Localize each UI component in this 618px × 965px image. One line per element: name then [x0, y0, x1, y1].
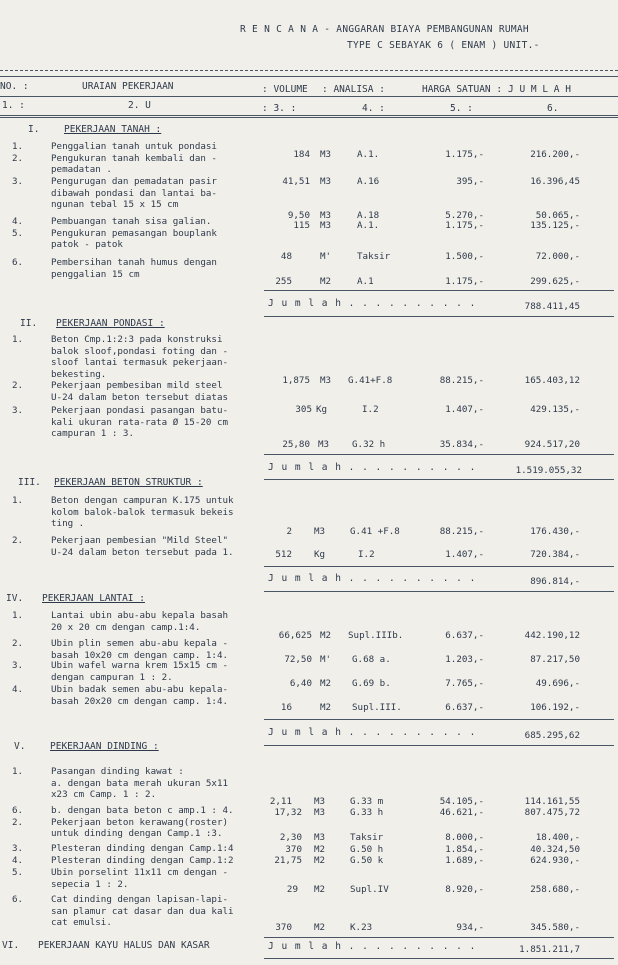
item-amount: 216.200,- [530, 149, 580, 160]
item-unit-price: 88.215,- [439, 375, 484, 386]
item-volume: 512 [275, 549, 292, 560]
item-amount: 165.403,12 [524, 375, 580, 386]
item-analysis: G.68 a. [352, 654, 391, 665]
col-jumlah-label: J U M L A H [508, 84, 571, 95]
item-amount: 18.400,- 40.324,50 624.930,- [530, 832, 580, 866]
item-unit: M3 [320, 149, 332, 160]
item-unit-price: 7.765,- [445, 678, 484, 689]
item-number: 1. 2. [12, 141, 24, 164]
item-unit-price: 5.270,- 1.175,- [445, 210, 484, 231]
subtotal-rule-bottom [264, 316, 614, 317]
col-num-2: 2. U [128, 100, 151, 111]
item-unit-price: 1.407,- [445, 404, 484, 415]
item-unit-price: 1.500,- [445, 251, 484, 262]
item-amount: 442.190,12 [524, 630, 580, 641]
item-description: Pekerjaan pembesian "Mild Steel" U-24 dalam beton tersebut pada 1. [51, 535, 234, 558]
item-number: 6. [12, 894, 24, 905]
item-description: Pasangan dinding kawat : a. dengan bata merah ukuran 5x11 x23 cm Camp. 1 : 2. [51, 766, 229, 801]
item-unit: Kg [314, 549, 326, 560]
item-unit-price: 8.920,- [445, 884, 484, 895]
item-description: Pembersihan tanah humus dengan penggalian 15 cm [51, 257, 217, 280]
item-amount: 176.430,- [530, 526, 580, 537]
item-analysis: K.23 [350, 922, 373, 933]
item-analysis: G.32 h [352, 439, 386, 450]
section-title: PEKERJAAN KAYU HALUS DAN KASAR [38, 940, 210, 951]
col-num-5: 5. : [450, 103, 473, 114]
item-unit: M' [320, 654, 332, 665]
subtotal-rule [264, 937, 614, 938]
item-description: Beton dengan campuran K.175 untuk kolom balok-balok termasuk bekeis ting . [51, 495, 234, 530]
item-number: 1. [12, 766, 24, 777]
section-title: PEKERJAAN BETON STRUKTUR : [54, 477, 203, 488]
item-analysis: G.41 +F.8 [350, 526, 400, 537]
item-analysis: Supl.IIIb. [348, 630, 404, 641]
item-description: Ubin plin semen abu-abu kepala - basah 10x20 cm dengan camp. 1:4. [51, 638, 229, 661]
section-heading [20, 318, 165, 329]
item-number: 5. [12, 867, 24, 878]
item-number: 1. [12, 495, 24, 506]
item-analysis: A.18 A.1. [357, 210, 380, 231]
item-analysis: Taksir G.50 h G.50 k [350, 832, 384, 866]
section-heading [6, 593, 145, 604]
item-number: 3. [12, 660, 24, 671]
subtotal-rule-bottom [264, 745, 614, 746]
item-unit: M3 [320, 375, 332, 386]
item-description: Penggalian tanah untuk pondasi Pengukuran tanah kembali dan - pemadatan . [51, 141, 217, 176]
item-unit-price: 1.407,- [445, 549, 484, 560]
item-unit-price: 934,- [456, 922, 484, 933]
item-amount: 114.161,55 [524, 796, 580, 807]
subtotal-amount: 1.851.211,7 [519, 944, 580, 955]
item-description: Beton Cmp.1:2:3 pada konstruksi balok sloof,pondasi foting dan - sloof lantai termasuk pekerjaan- bekesting. [51, 334, 229, 380]
item-amount: 258.680,- [530, 884, 580, 895]
section-title: PEKERJAAN PONDASI : [56, 318, 165, 329]
item-volume: 2 [286, 526, 292, 537]
item-amount: 72.000,- [535, 251, 580, 262]
item-volume: 72,50 [284, 654, 312, 665]
item-unit-price: 88.215,- [439, 526, 484, 537]
item-volume: 6,40 [289, 678, 312, 689]
item-unit-price: 1.203,- [445, 654, 484, 665]
next-section-heading [2, 940, 210, 951]
section-number: II. [20, 318, 38, 329]
subtotal-rule [264, 454, 614, 455]
item-unit: M2 [320, 702, 332, 713]
item-analysis: G.33 m [350, 796, 384, 807]
item-description: Ubin wafel warna krem 15x15 cm - dengan campuran 1 : 2. [51, 660, 229, 683]
item-unit: M3 [318, 439, 330, 450]
item-number: 2. [12, 638, 24, 649]
item-unit: M3 [320, 176, 332, 187]
col-num-1: 1. : [2, 100, 25, 111]
item-amount: 429.135,- [530, 404, 580, 415]
doc-title-line-2: TYPE C SEBAYAK 6 ( ENAM ) UNIT.- [347, 40, 540, 51]
section-number: III. [18, 477, 41, 488]
item-unit: Kg [316, 404, 328, 415]
item-unit-price: 395,- [456, 176, 484, 187]
subtotal-label: J u m l a h . . . . . . . . . . [268, 573, 477, 584]
item-unit: M2 [314, 922, 326, 933]
item-analysis: A.16 [357, 176, 380, 187]
item-amount: 87.217,50 [530, 654, 580, 665]
item-unit-price: 46.621,- [439, 807, 484, 818]
item-number: 3. 4. [12, 843, 24, 866]
item-volume: 25,80 [282, 439, 310, 450]
item-description: Ubin porselint 11x11 cm dengan - sepecia 1 : 2. [51, 867, 229, 890]
item-volume: 41,51 [282, 176, 310, 187]
col-num-4: 4. : [362, 103, 385, 114]
item-amount: 924.517,20 [524, 439, 580, 450]
item-volume: 305 [295, 404, 312, 415]
section-heading [14, 741, 159, 752]
item-unit-price: 1.175,- [445, 149, 484, 160]
item-description: Lantai ubin abu-abu kepala basah 20 x 20 cm dengan camp.1:4. [51, 610, 229, 633]
item-amount: 16.396,45 [530, 176, 580, 187]
subtotal-rule-bottom [264, 958, 614, 959]
item-volume: 184 [293, 149, 310, 160]
section-title: PEKERJAAN TANAH : [64, 124, 162, 135]
item-description: Pekerjaan pembesiban mild steel U-24 dalam beton tersebut diatas [51, 380, 229, 403]
col-num-3: : 3. : [262, 103, 297, 114]
item-unit: M3 M2 M2 [314, 832, 326, 866]
item-amount: 720.384,- [530, 549, 580, 560]
item-volume: 370 [275, 922, 292, 933]
subtotal-rule [264, 566, 614, 567]
subtotal-amount: 685.295,62 [524, 730, 580, 741]
item-unit: M2 [314, 884, 326, 895]
section-number: I. [28, 124, 40, 135]
item-unit: M2 [320, 630, 332, 641]
item-number: 4. 5. [12, 216, 24, 239]
item-analysis: G.33 h [350, 807, 384, 818]
item-description: Pembuangan tanah sisa galian. Pengukuran pemasangan bouplank patok - patok [51, 216, 217, 251]
item-unit: M2 [320, 678, 332, 689]
header-top-rule [0, 70, 618, 71]
doc-title-line-1: R E N C A N A - ANGGARAN BIAYA PEMBANGUNAN RUMAH [240, 24, 529, 35]
section-number: V. [14, 741, 26, 752]
item-analysis: G.69 b. [352, 678, 391, 689]
item-amount: 106.192,- [530, 702, 580, 713]
subtotal-label: J u m l a h . . . . . . . . . . [268, 941, 477, 952]
item-amount: 299.625,- [530, 276, 580, 287]
item-unit-price: 35.834,- [439, 439, 484, 450]
item-unit-price: 8.000,- 1.854,- 1.689,- [445, 832, 484, 866]
item-volume: 16 [280, 702, 292, 713]
item-unit-price: 6.637,- [445, 702, 484, 713]
item-analysis: I.2 [358, 549, 375, 560]
item-description: b. dengan bata beton c amp.1 : 4. Pekerjaan beton kerawang(roster) untuk dinding dengan Camp.1 :3. [51, 805, 234, 840]
item-analysis: A.1. [357, 149, 380, 160]
item-analysis: G.41+F.8 [348, 375, 393, 386]
subtotal-label: J u m l a h . . . . . . . . . . [268, 462, 477, 473]
col-uraian-label: URAIAN PEKERJAAN [82, 81, 174, 92]
item-volume: 2,11 [269, 796, 292, 807]
item-description: Pekerjaan pondasi pasangan batu- kali ukuran rata-rata Ø 15-20 cm campuran 1 : 3. [51, 405, 229, 440]
section-heading [18, 477, 203, 488]
item-description: Plesteran dinding dengan Camp.1:4 Plesteran dinding dengan Camp.1:2 [51, 843, 234, 866]
item-number: 2. [12, 535, 24, 546]
item-unit: M2 [320, 276, 332, 287]
item-number: 4. [12, 684, 24, 695]
subtotal-label: J u m l a h . . . . . . . . . . [268, 298, 477, 309]
item-unit: M' [320, 251, 332, 262]
item-amount: 807.475,72 [524, 807, 580, 818]
section-number: IV. [6, 593, 24, 604]
subtotal-rule [264, 290, 614, 291]
subtotal-rule [264, 719, 614, 720]
item-unit-price: 6.637,- [445, 630, 484, 641]
item-unit: M3 [314, 796, 326, 807]
item-amount: 50.065,- 135.125,- [530, 210, 580, 231]
subtotal-rule-bottom [264, 591, 614, 592]
item-number: 1. [12, 334, 24, 345]
section-number: VI. [2, 940, 20, 951]
item-number: 2. [12, 380, 24, 391]
item-volume: 29 [286, 884, 298, 895]
section-title: PEKERJAAN DINDING : [50, 741, 159, 752]
item-analysis: A.1 [357, 276, 374, 287]
item-unit-price: 1.175,- [445, 276, 484, 287]
header-bottom-rule [0, 115, 618, 118]
item-volume: 17,32 [274, 807, 302, 818]
item-volume: 1,875 [282, 375, 310, 386]
section-title: PEKERJAAN LANTAI : [42, 593, 145, 604]
subtotal-amount: 1.519.055,32 [515, 465, 582, 476]
item-volume: 2,30 370 21,75 [274, 832, 302, 866]
item-number: 1. [12, 610, 24, 621]
subtotal-label: J u m l a h . . . . . . . . . . [268, 727, 477, 738]
item-amount: 345.580,- [530, 922, 580, 933]
col-harga-label: HARGA SATUAN : [422, 84, 503, 95]
header-mid-rule [0, 96, 618, 97]
item-unit: M3 [314, 807, 326, 818]
item-unit-price: 54.105,- [439, 796, 484, 807]
item-unit: M3 [314, 526, 326, 537]
col-volume-label: : VOLUME [262, 84, 308, 95]
item-analysis: I.2 [362, 404, 379, 415]
item-number: 3. [12, 176, 24, 187]
item-description: Cat dinding dengan lapisan-lapi- san plamur cat dasar dan dua kali cat emulsi. [51, 894, 234, 929]
item-description: Pengurugan dan pemadatan pasir dibawah pondasi dan lantai ba- ngunan tebal 15 x 15 cm [51, 176, 217, 211]
subtotal-rule-bottom [264, 479, 614, 480]
item-number: 3. [12, 405, 24, 416]
col-analisa-label: : ANALISA : [322, 84, 385, 95]
item-analysis: Supl.IV [350, 884, 389, 895]
section-heading [28, 124, 161, 135]
item-number: 6. [12, 257, 24, 268]
item-volume: 66,625 [278, 630, 312, 641]
item-analysis: Taksir [357, 251, 391, 262]
item-volume: 48 [280, 251, 292, 262]
item-amount: 49.696,- [535, 678, 580, 689]
item-volume: 9,50 115 [287, 210, 310, 231]
subtotal-amount: 788.411,45 [524, 301, 580, 312]
item-analysis: Supl.III. [352, 702, 402, 713]
item-description: Ubin badak semen abu-abu kepala- basah 20x20 cm dengan camp. 1:4. [51, 684, 229, 707]
col-num-6: 6. [547, 103, 559, 114]
item-unit: M3 M3 [320, 210, 332, 231]
header-top-rule-2 [0, 76, 618, 77]
item-volume: 255 [275, 276, 292, 287]
item-number: 6. 2. [12, 805, 24, 828]
col-no-label: NO. : [0, 81, 29, 92]
subtotal-amount: 896.814,- [530, 576, 580, 587]
